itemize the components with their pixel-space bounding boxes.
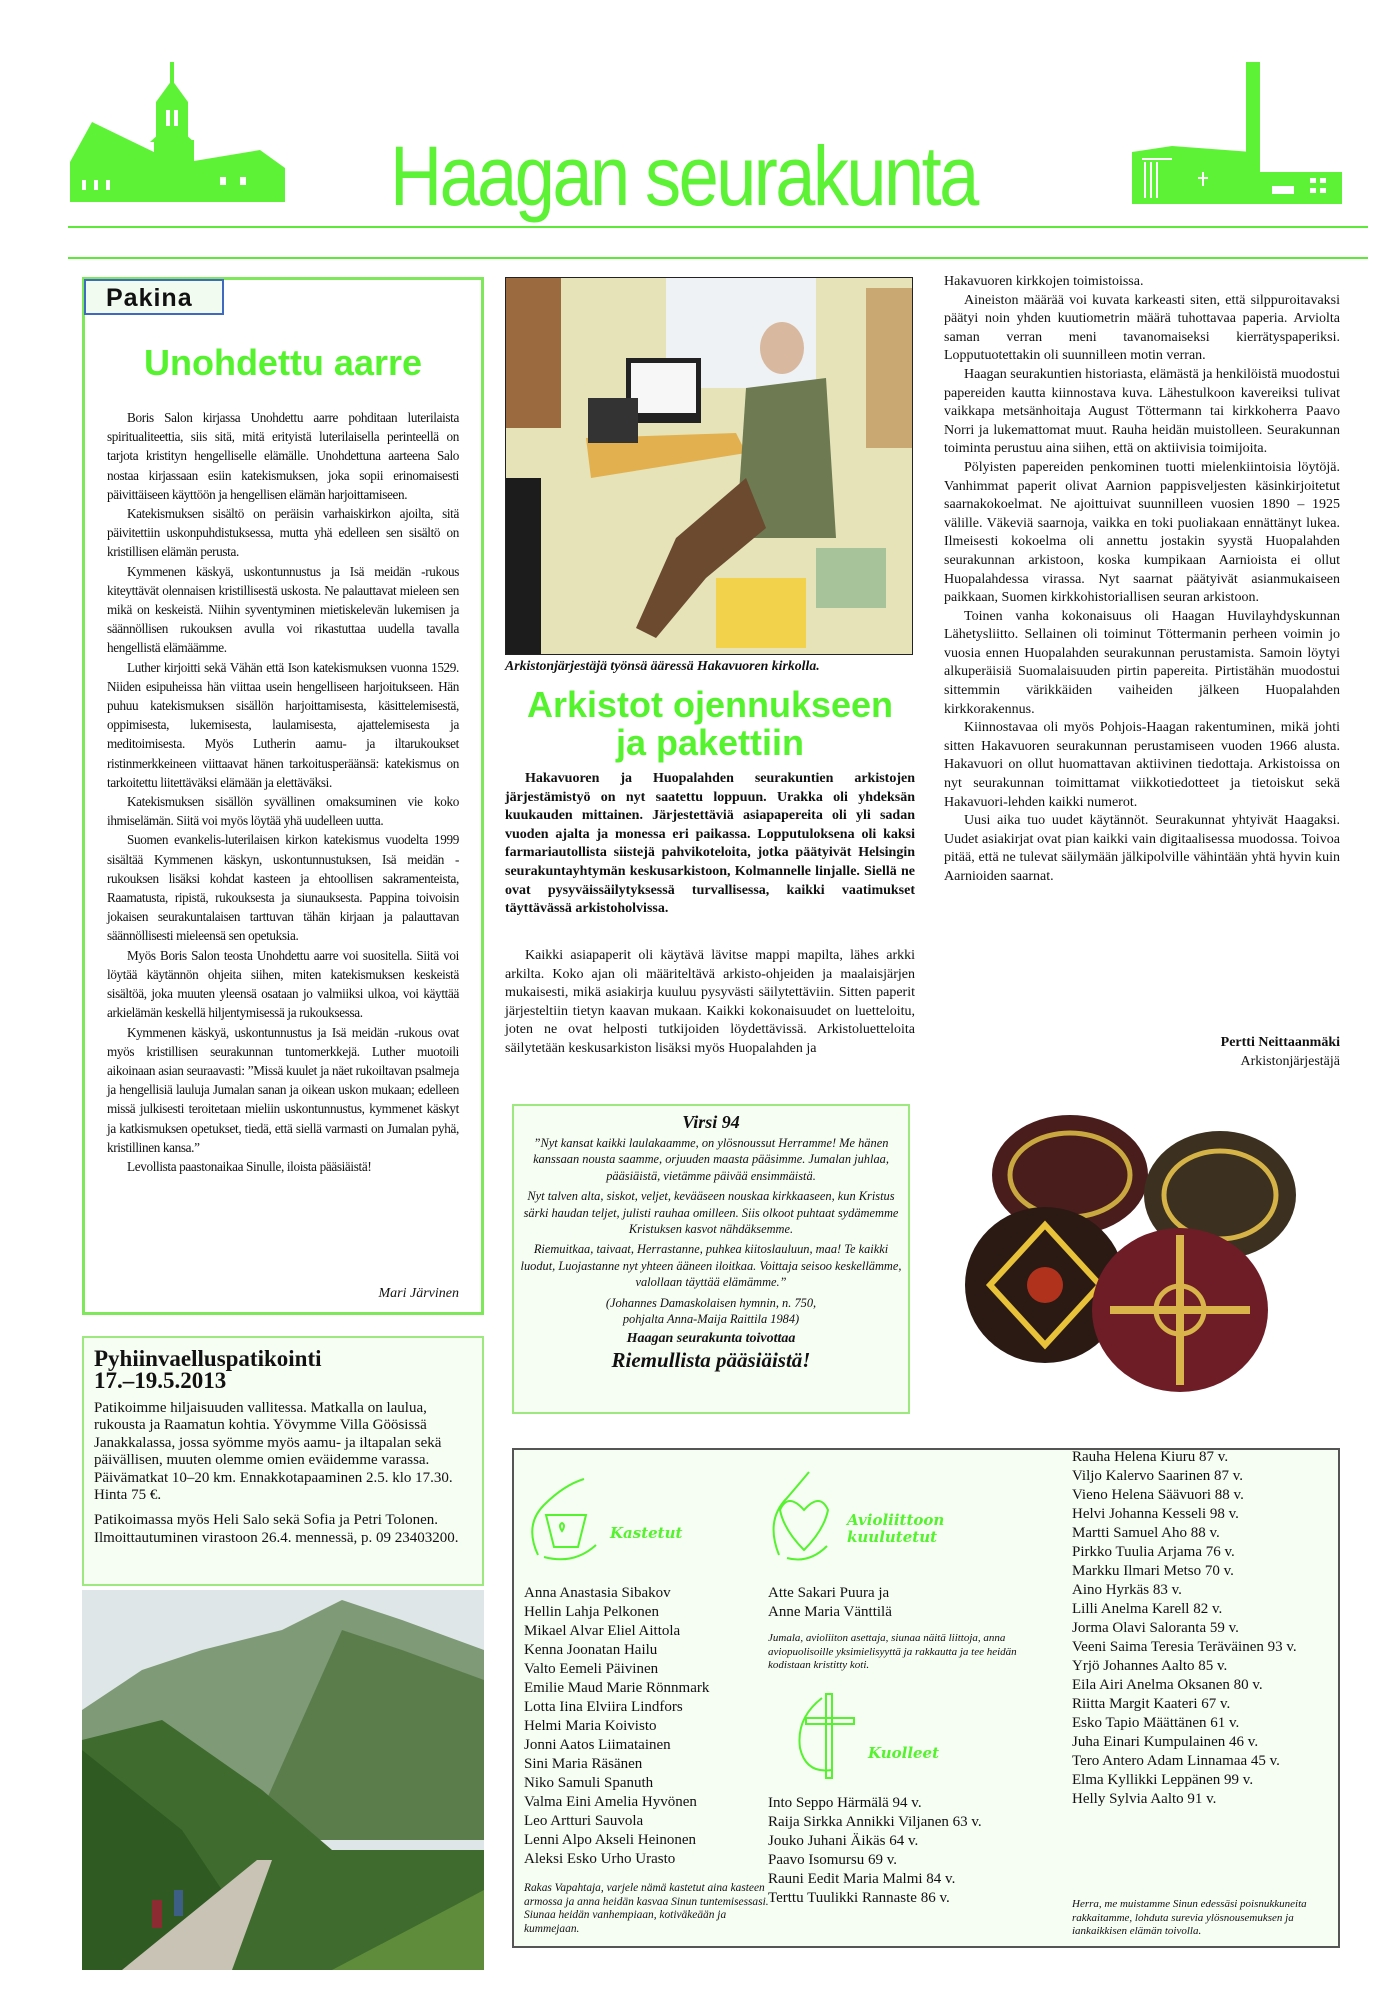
easter-eggs-photo (950, 1085, 1340, 1415)
list-item: Aino Hyrkäs 83 v. (1072, 1582, 1182, 1598)
hymn-source: pohjalta Anna-Maija Raittila 1984) (622, 1312, 800, 1327)
paragraph: Myös Boris Salon teosta Unohdettu aarre voi suositella. Siitä voi löytää käytännön ohjeita siihen, miten katekismuksen keskeistä sisältöä, joka muuten yleensä osataan jo valmiiksi ulkoa, voi käyttää arkielämän keskellä hiljentymisessä ja rukouksessa. (107, 947, 459, 1021)
lead-paragraph: Hakavuoren ja Huopalahden seurakuntien arkistojen järjestämistyö on nyt saatettu loppuun. Urakka oli yhdeksän kuukauden mittainen. Järjestettäviä asiapapereita oli yli sadan vuoden ajalta ja monessa eri paikassa. Lopputuloksena oli kaksi farmariautollista siistejä pahvikoteloita, jotka päätyivät Helsingin seurakuntayhtymän keskusarkistoon, Kolmannelle linjalle. Siellä ne ovat pysyväissäilytyksessä turvallisessa, kaikki vaatimukset täyttävässä arkistoholvissa. (505, 771, 915, 917)
list-item: Terttu Tuulikki Rannaste 86 v. (768, 1890, 950, 1906)
list-item: Jorma Olavi Saloranta 59 v. (1072, 1620, 1239, 1636)
list-item: Yrjö Johannes Aalto 85 v. (1072, 1658, 1228, 1674)
article-headline: Unohdettu aarre (143, 342, 423, 383)
list-item: Helvi Johanna Kesseli 98 v. (1072, 1506, 1239, 1522)
list-item: Emilie Maud Marie Rönnmark (524, 1680, 710, 1696)
paragraph: Toinen vanha kokonaisuus oli Haagan Huvilayhdyskunnan Lähetysliitto. Sellainen oli toiminut Töttermanin perheen voimin jo vuosia ennen Huopalahden seurakunnan perustamista. Samoin löytyi alkuperäisiä Suomalaisuuden pirtin papereita. Pirtistähän muodostui sittemmin värikkäiden vaiheiden jälkeen Huopalahden kirkkorakennus. (944, 608, 1340, 717)
list-item: Aleksi Esko Urho Urasto (524, 1851, 676, 1867)
list-item: Lenni Alpo Akseli Heinonen (524, 1832, 697, 1848)
masthead-title: Haagan seurakunta (390, 129, 977, 223)
old-church-icon (70, 62, 310, 202)
paragraph: Katekismuksen sisällön syvällinen omaksuminen vie koko ihmiselämän. Siitä voi myös löytää yhä uudelleen uutta. (107, 794, 459, 829)
list-item: Paavo Isomursu 69 v. (768, 1852, 898, 1868)
paragraph: Levollista paastonaikaa Sinulle, iloista pääsiäistä! (127, 1158, 372, 1174)
list-item: Pirkko Tuulia Arjama 76 v. (1072, 1544, 1235, 1560)
hike-photo (82, 1590, 484, 1970)
article-body-col2 (944, 273, 1340, 887)
list-item: Kenna Joonatan Hailu (524, 1642, 658, 1658)
announcement-dates: 17.–19.5.2013 (94, 1368, 227, 1393)
section-label-deceased: Kuolleet (868, 1744, 940, 1762)
list-item: Vieno Helena Säävuori 88 v. (1072, 1487, 1244, 1503)
list-item: Juha Einari Kumpulainen 46 v. (1072, 1734, 1259, 1750)
archivist-photo (505, 277, 913, 655)
list-item: Anne Maria Vänttilä (768, 1604, 892, 1620)
list-item: Anna Anastasia Sibakov (524, 1585, 671, 1601)
greeting: Haagan seurakunta toivottaa (626, 1331, 796, 1347)
announcement-text: Patikoimassa myös Heli Salo sekä Sofia ja Petri Tolonen. Ilmoittautuminen virastoon 26.4. mennessä, p. 09 23403200. (94, 1512, 459, 1546)
paragraph: Haagan seurakuntien historiasta, elämästä ja henkilöistä muodostui papereiden kautta kiinnostava kuva. Lähestulkoon kavereiksi tulivat vaikkapa metsänhoitaja August Töttermann tai kirkkoherra Paavo Norri ja lukemattomat muut. Rauha heidän muistolleen. Seurakunnan toiminta perustuu aina siihen, että on aktiivisia toimijoita. (944, 366, 1340, 457)
easter-wish: Riemullista pääsiäistä! (611, 1347, 811, 1372)
paragraph: Pölyisten papereiden penkominen tuotti mielenkiintoisia löytöjä. Vanhimmat paperit olivat Aarnion pappisveljesten käsinkirjoitetut saarnakokoelmat. Ne ajoittuivat suunnilleen vuosien 1890 – 1925 välille. Väkeviä saarnoja, vaikka en toki puoliakaan ennättänyt lukea. Ilmeisesti kokoelma oli annettu jostakin syystä Huopalahden seurakunnan arkistoon, koska kumpikaan Aarnioista ei ollut Huopalahdessa virassa. Nyt saarnat päätyivät asianmukaiseen paikkaan, Suomen kirkkohistoriallisen seuran arkistoon. (944, 459, 1340, 606)
paragraph: Kymmenen käskyä, uskontunnustus ja Isä meidän -rukous ovat myös kristillisen seurakunnan tuntomerkkejä. Luther muotoili aikoinaan asian seuraavasti: ”Missä kuulet ja näet rukoiltavan psalmeja ja hengellisiä lauluja Jumalan sanan ja oikean uskon mukaan; edelleen missä julkisesti teroitetaan mieliin uskontunnustus, kymmenet käskyt ja katkismuksen opetukset, tiedä, että siellä varmasti on Jumalan pyhä, kristillinen kansa.” (107, 1024, 459, 1155)
hymn-verse: Riemuitkaa, taivaat, Herrastanne, puhkea kiitoslauluun, maa! Te kaikki luodut, Luojastanne nyt yhteen ääneen iloitkaa. Voittaja seisoo keskellämme, valollaan täyttää elämämme.” (520, 1242, 902, 1290)
baptized-list (524, 1584, 754, 1869)
list-item: Hellin Lahja Pelkonen (524, 1604, 659, 1620)
article-body-col1 (505, 947, 915, 1059)
list-item: Niko Samuli Spanuth (524, 1775, 654, 1791)
list-item: Lotta Iina Elviira Lindfors (524, 1699, 683, 1715)
wedding-heart-icon (769, 1470, 839, 1565)
list-item: Esko Tapio Määttänen 61 v. (1072, 1715, 1240, 1731)
deceased-list-2 (1072, 1448, 1342, 1809)
list-item: Jouko Juhani Äikäs 64 v. (768, 1833, 919, 1849)
list-item: Leo Artturi Sauvola (524, 1813, 644, 1829)
memorial-prayer: Herra, me muistamme Sinun edessäsi poisnukkuneita rakkaitamme, lohduta surevia ylösnousemuksen ja iankaikkisen elämän toivolla. (1072, 1898, 1307, 1938)
section-label-banns (847, 1512, 944, 1546)
baptism-cup-icon (524, 1475, 604, 1565)
list-item: Eila Airi Anelma Oksanen 80 v. (1072, 1677, 1263, 1693)
paragraph: Kiinnostavaa oli myös Pohjois-Haagan rakentuminen, mikä johti sitten Hakavuoren seurakunnan perustamiseen vuoden 1966 alusta. Hakavuori on ollut huomattavan aktiivinen tiedottaja. Arkistoissa on nyt seurakunnan toimittamat viikkotiedotteet ja tietoiskut sekä Hakavuori-lehden kaikki numerot. (944, 720, 1340, 810)
headline-line: Arkistot ojennukseen (526, 684, 894, 725)
article-headline (505, 686, 915, 762)
list-item: Helmi Maria Koivisto (524, 1718, 657, 1734)
office-scene-image (506, 278, 913, 655)
list-item: Tero Antero Adam Linnamaa 45 v. (1072, 1753, 1280, 1769)
memorial-cross-icon (796, 1688, 866, 1783)
headline-line: ja pakettiin (615, 722, 805, 763)
list-item: Lilli Anelma Karell 82 v. (1072, 1601, 1223, 1617)
header-divider-bottom (68, 257, 1368, 259)
masthead (0, 0, 1400, 240)
modern-church-icon (1132, 62, 1342, 204)
paragraph: Aineiston määrää voi kuvata karkeasti siten, että silppuroitavaksi päätyi noin yhden kuutiometrin määrä tuhottavaa paperia. Arviolta saman verran meni tavanomaiseksi kierrätyspaperiksi. Lopputuotettakin oli suunnilleen motin verran. (944, 292, 1340, 364)
banns-list (768, 1584, 1008, 1622)
paragraph: Suomen evankelis-luterilaisen kirkon katekismus vuodelta 1999 sisältää Kymmenen käskyn, uskontunnustuksen, Isä meidän -rukouksen lisäksi kohdat kasteen ja ehtoollisen sakramenteista, Raamatusta, ripistä, rukouksesta ja siunauksesta. Pappina toivoisin jokaisen seurakuntalaisen tarttuvan tähän kirjaan ja palauttavan säännöllisesti mieleensä sen opetuksia. (107, 832, 459, 944)
paragraph: Katekismuksen sisältö on peräisin varhaiskirkon ajoilta, sitä päivitettiin uskonpuhdistuksessa, mutta yhä edelleen sen sisältö on kristillisen elämän perusta. (107, 506, 459, 560)
wedding-prayer: Jumala, avioliiton asettaja, siunaa näitä liittoja, anna aviopuolisoille yksimielisyyttä ja rakkautta ja tee heidän kodistaan kristitty koti. (768, 1632, 1017, 1672)
list-item: Elma Kyllikki Leppänen 99 v. (1072, 1772, 1254, 1788)
list-item: Valto Eemeli Päivinen (524, 1661, 659, 1677)
decorated-eggs-image (950, 1085, 1340, 1415)
list-item: Raija Sirkka Annikki Viljanen 63 v. (768, 1814, 982, 1830)
parish-registry (512, 1448, 1340, 1948)
header-divider-top (68, 226, 1368, 228)
author-role: Arkistonjärjestäjä (1240, 1054, 1340, 1069)
announcement-title: Pyhiinvaelluspatikointi (94, 1346, 322, 1371)
pakina-article (82, 277, 484, 1315)
paragraph: Hakavuoren kirkkojen toimistoissa. (944, 274, 1144, 289)
list-item: Veeni Saima Teresia Teräväinen 93 v. (1072, 1639, 1297, 1655)
photo-caption: Arkistonjärjestäjä työnsä ääressä Hakavuoren kirkolla. (505, 658, 820, 673)
list-item: Viljo Kalervo Saarinen 87 v. (1072, 1468, 1243, 1484)
section-label-baptized: Kastetut (610, 1524, 683, 1542)
paragraph: Boris Salon kirjassa Unohdettu aarre pohditaan luterilaista spiritualiteettia, siis sitä, mitä erityistä luterilaisella perinteellä on tarjota kristityn hengelliselle elämälle. Unohdettuna aarteena Salo nostaa kirjassaan esiin katekismuksen, joka sopii erinomaisesti päivittäiseen käyttöön ja hengellisen elämän harjoittamiseen. (107, 410, 459, 502)
paragraph: Luther kirjoitti sekä Vähän että Ison katekismuksen vuonna 1529. Niiden esipuheissa hän viittaa usein hengelliseen harjoitukseen. Hän puhuu katekismuksen sisällön harjoittamisesta, käsittelemisestä, oppimisesta, lukemisesta, laulamisesta, ajattelemisesta ja meditoimisesta. Myös Lutherin aamu- ja iltarukoukset ristinmerkkeineen viittaavat hänen tarkoitusperäänsä: katekismus on tarkoitettu liitettäväksi elämään ja elettäväksi. (107, 659, 459, 790)
list-item: Jonni Aatos Liimatainen (524, 1737, 671, 1753)
announcement-text: Patikoimme hiljaisuuden vallitessa. Matkalla on laulua, rukousta ja Raamatun kohtia. Yövymme Villa Göösissä Janakkalassa, jossa syömme myös aamu- ja iltapalan sekä päivällisen, muuten olemme omien eväidemme varassa. Päivämatkat 10–20 km. Ennakkotapaaminen 2.5. klo 17.30. Hinta 75 €. (94, 1400, 453, 1504)
list-item: Rauha Helena Kiuru 87 v. (1072, 1449, 1229, 1465)
list-item: Into Seppo Härmälä 94 v. (768, 1795, 922, 1811)
hymn-source: (Johannes Damaskolaisen hymnin, n. 750, (605, 1295, 817, 1310)
list-item: Helly Sylvia Aalto 91 v. (1072, 1791, 1217, 1807)
article-lead (505, 770, 915, 919)
hike-announcement (82, 1336, 484, 1586)
list-item: Mikael Alvar Eliel Aittola (524, 1623, 681, 1639)
label-line: Avioliittoon (847, 1511, 945, 1529)
list-item: Sini Maria Räsänen (524, 1756, 643, 1772)
hymn-box (512, 1104, 910, 1414)
hymn-verse: ”Nyt kansat kaikki laulakaamme, on ylösnoussut Herramme! Me hänen kanssaan nousta saamme, orjuuden maasta pääsimme. Jumalan juhlaa, pääsiäistä, vietämme päivää ensimmäistä. (533, 1136, 889, 1183)
list-item: Rauni Eedit Maria Malmi 84 v. (768, 1871, 956, 1887)
section-tab: Pakina (84, 279, 224, 315)
list-item: Atte Sakari Puura ja (768, 1585, 890, 1601)
deceased-list-1 (768, 1794, 1048, 1908)
author-signature: Mari Järvinen (378, 1286, 459, 1301)
paragraph: Kymmenen käskyä, uskontunnustus ja Isä meidän -rukous kiteyttävät olennaisen kristillisestä uskosta. Ne palauttavat mieleen sen mikä on keskeistä. Niihin syventyminen mietiskelevän lukemisen ja säännöllisen rukouksen avulla voi rikastuttaa uudella tavalla hengellistä elämäämme. (107, 563, 459, 656)
hymn-verse: Nyt talven alta, siskot, veljet, kevääseen nouskaa kirkkaaseen, kun Kristus särki haudan teljet, julisti rauhaa omilleen. Siis olkoot puhtaat sydämemme Kristuksen kasvot nähdäksemme. (523, 1189, 899, 1237)
author-name: Pertti Neittaanmäki (1220, 1035, 1340, 1050)
article-body (107, 408, 459, 1176)
baptism-prayer: Rakas Vapahtaja, varjele nämä kastetut aina kasteen armossa ja anna heidän kasvaa Sinun tuntemisessasi. Siunaa heidän vanhempiaan, kotiväkeään ja kummejaan. (524, 1882, 769, 1935)
paragraph: Kaikki asiapaperit oli käytävä lävitse mappi mapilta, lähes arkki arkilta. Koko ajan oli määriteltävä arkisto-ohjeiden ja maalaisjärjen mukaisesti, mikä asiakirja kuuluu pysyvästi säilytettäviin. Sitten paperit järjesteltiin tietyn kaavan mukaan. Kaikki kokonaisuudet on luetteloitu, joten ne ovat helposti tutkijoiden löydettävissä. Arkistoluetteloita säilytetään keskusarkiston lisäksi myös Huopalahden ja (505, 948, 915, 1056)
list-item: Markku Ilmari Metso 70 v. (1072, 1563, 1234, 1579)
list-item: Riitta Margit Kaateri 67 v. (1072, 1696, 1231, 1712)
paragraph: Uusi aika tuo uudet käytännöt. Seurakunnat yhtyivät Haagaksi. Uudet asiakirjat ovat pian kaikki vain digitaalisessa muodossa. Toivoa pitää, että ne tulevat säilymään jälkipolville vähintään yhtä hyvin kuin Aarnioiden saarnat. (944, 813, 1340, 884)
hymn-title: Virsi 94 (682, 1112, 740, 1132)
label-line: kuulutetut (847, 1528, 938, 1546)
list-item: Valma Eini Amelia Hyvönen (524, 1794, 697, 1810)
list-item: Martti Samuel Aho 88 v. (1072, 1525, 1220, 1541)
mountain-path-image (82, 1590, 484, 1970)
